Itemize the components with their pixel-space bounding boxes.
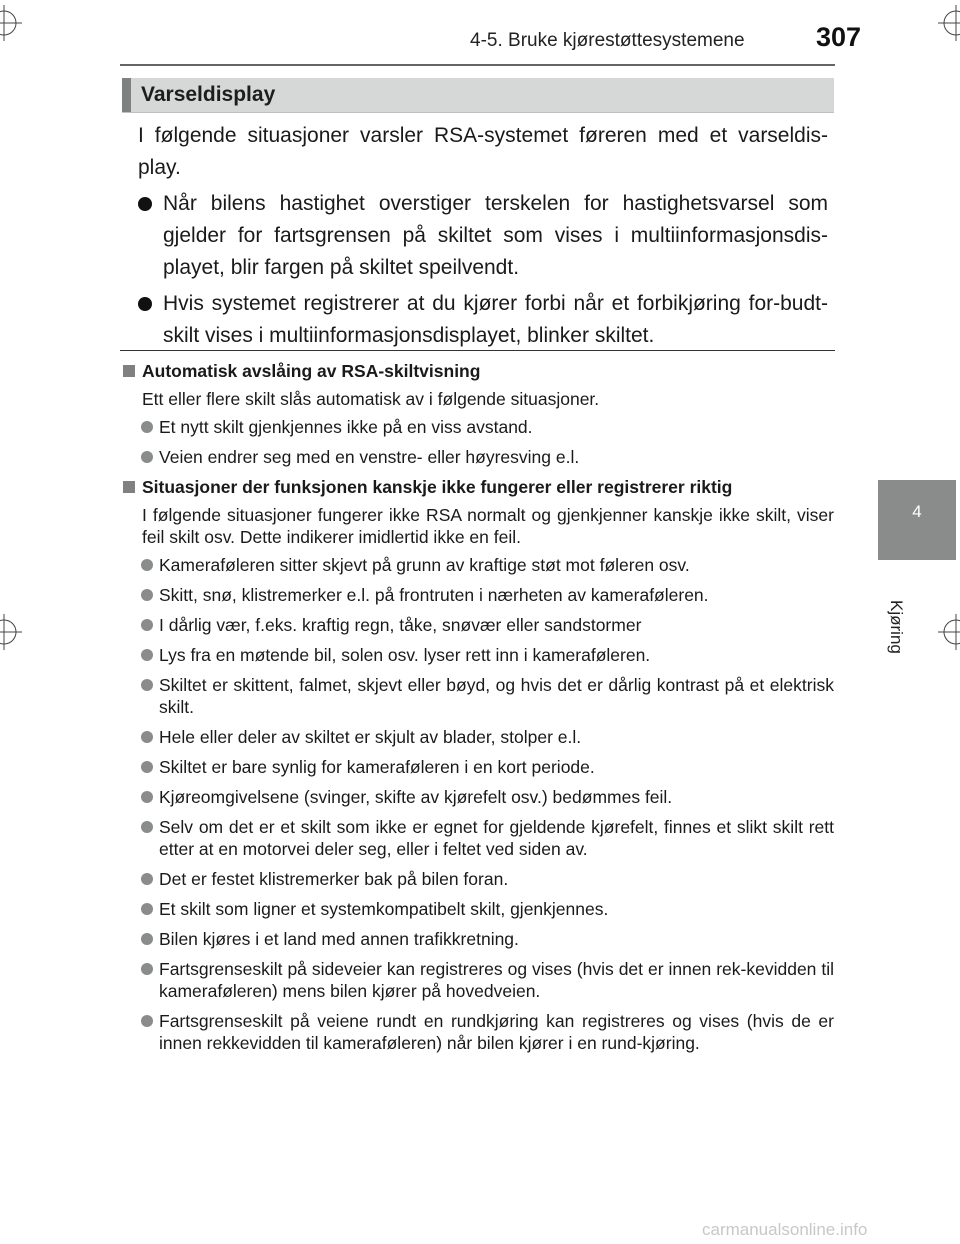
bullet-icon — [138, 297, 152, 311]
list-item-text: Fartsgrenseskilt på sideveier kan registreres og vises (hvis det er innen rek-kevidden til kameraføleren) mens bilen kjører på hovedveien. — [159, 959, 834, 1001]
list-item — [122, 786, 834, 808]
list-item-text: Veien endrer seg med en venstre- eller høyresving e.l. — [159, 447, 580, 467]
list-item-text: Et nytt skilt gjenkjennes ikke på en viss avstand. — [159, 417, 533, 437]
crop-mark-mid-left — [0, 614, 22, 650]
list-item-text: Skiltet er bare synlig for kameraføleren i en kort periode. — [159, 757, 595, 777]
list-item — [122, 416, 834, 438]
bullet-icon — [141, 451, 153, 463]
list-item — [122, 958, 834, 1002]
running-header: 4-5. Bruke kjørestøttesystemene — [470, 30, 745, 51]
bullet-icon — [141, 1015, 153, 1027]
crop-mark-top-right — [938, 5, 960, 41]
bullet-icon — [141, 679, 153, 691]
list-item — [138, 188, 828, 284]
note-intro: I følgende situasjoner fungerer ikke RSA normalt og gjenkjenner kanskje ikke skilt, viser feil skilt osv. Dette indikerer imidlertid ikke en feil. — [142, 505, 834, 547]
section-divider — [120, 350, 835, 351]
note-heading — [122, 476, 834, 498]
list-item-text: Når bilens hastighet overstiger terskelen for hastighetsvarsel som gjelder for fartsgrensen på skiltet som vises i multiinformasjonsdis-playet, blir fargen på skiltet speilvendt. — [163, 192, 828, 279]
section-body — [138, 120, 828, 356]
list-item — [122, 614, 834, 636]
list-item — [122, 868, 834, 890]
bullet-icon — [141, 963, 153, 975]
list-item — [122, 726, 834, 748]
note-heading — [122, 360, 834, 382]
header-rule — [120, 64, 835, 66]
list-item — [122, 1010, 834, 1054]
list-item — [122, 644, 834, 666]
list-item — [122, 816, 834, 860]
watermark: carmanualsonline.info — [702, 1220, 868, 1239]
notes-section — [122, 360, 834, 1062]
list-item-text: Kjøreomgivelsene (svinger, skifte av kjørefelt osv.) bedømmes feil. — [159, 787, 673, 807]
square-bullet-icon — [123, 481, 135, 493]
bullet-icon — [141, 559, 153, 571]
list-item-text: I dårlig vær, f.eks. kraftig regn, tåke, snøvær eller sandstormer — [159, 615, 642, 635]
crop-mark-top-left — [0, 5, 22, 41]
section-intro: I følgende situasjoner varsler RSA-systemet føreren med et varseldis-play. — [138, 124, 828, 179]
bullet-icon — [141, 933, 153, 945]
list-item — [122, 584, 834, 606]
note-intro: Ett eller flere skilt slås automatisk av i følgende situasjoner. — [142, 389, 600, 409]
list-item-text: Hvis systemet registrerer at du kjører forbi når et forbikjøring for-budt-skilt vises i multiinformasjonsdisplayet, blinker skiltet. — [163, 292, 828, 347]
list-item-text: Skiltet er skittent, falmet, skjevt eller bøyd, og hvis det er dårlig kontrast på et elektrisk skilt. — [159, 675, 834, 717]
list-item-text: Et skilt som ligner et systemkompatibelt skilt, gjenkjennes. — [159, 899, 609, 919]
list-item — [122, 898, 834, 920]
chapter-label: Kjøring — [887, 600, 906, 654]
bullet-icon — [141, 903, 153, 915]
section-title: Varseldisplay — [141, 83, 276, 106]
list-item — [122, 674, 834, 718]
list-item-text: Fartsgrenseskilt på veiene rundt en rundkjøring kan registreres og vises (hvis de er innen rekkevidden til kameraføleren) når bilen kjører i en rund-kjøring. — [159, 1011, 834, 1053]
bullet-icon — [141, 791, 153, 803]
list-item-text: Selv om det er et skilt som ikke er egnet for gjeldende kjørefelt, finnes et slikt skilt rett etter at en motorvei deler seg, eller i feltet ved siden av. — [159, 817, 834, 859]
list-item — [122, 554, 834, 576]
list-item — [122, 928, 834, 950]
bullet-icon — [138, 197, 152, 211]
list-item-text: Skitt, snø, klistremerker e.l. på frontruten i nærheten av kameraføleren. — [159, 585, 709, 605]
crop-mark-mid-right — [938, 614, 960, 650]
list-item-text: Lys fra en møtende bil, solen osv. lyser rett inn i kameraføleren. — [159, 645, 651, 665]
chapter-number: 4 — [912, 502, 922, 521]
bullet-icon — [141, 619, 153, 631]
bullet-icon — [141, 421, 153, 433]
list-item — [138, 288, 828, 352]
bullet-icon — [141, 649, 153, 661]
section-accent — [122, 78, 131, 112]
chapter-tab — [878, 480, 956, 560]
section-title-bar — [122, 78, 834, 113]
note-heading-text: Situasjoner der funksjonen kanskje ikke fungerer eller registrerer riktig — [142, 477, 733, 497]
list-item-text: Det er festet klistremerker bak på bilen foran. — [159, 869, 509, 889]
bullet-icon — [141, 821, 153, 833]
list-item-text: Hele eller deler av skiltet er skjult av blader, stolper e.l. — [159, 727, 582, 747]
list-item — [122, 446, 834, 468]
bullet-icon — [141, 731, 153, 743]
page-number: 307 — [816, 22, 862, 52]
note-heading-text: Automatisk avslåing av RSA-skiltvisning — [142, 361, 481, 381]
list-item — [122, 756, 834, 778]
list-item-text: Bilen kjøres i et land med annen trafikkretning. — [159, 929, 519, 949]
list-item-text: Kameraføleren sitter skjevt på grunn av kraftige støt mot føleren osv. — [159, 555, 690, 575]
bullet-icon — [141, 589, 153, 601]
square-bullet-icon — [123, 365, 135, 377]
bullet-icon — [141, 873, 153, 885]
bullet-icon — [141, 761, 153, 773]
